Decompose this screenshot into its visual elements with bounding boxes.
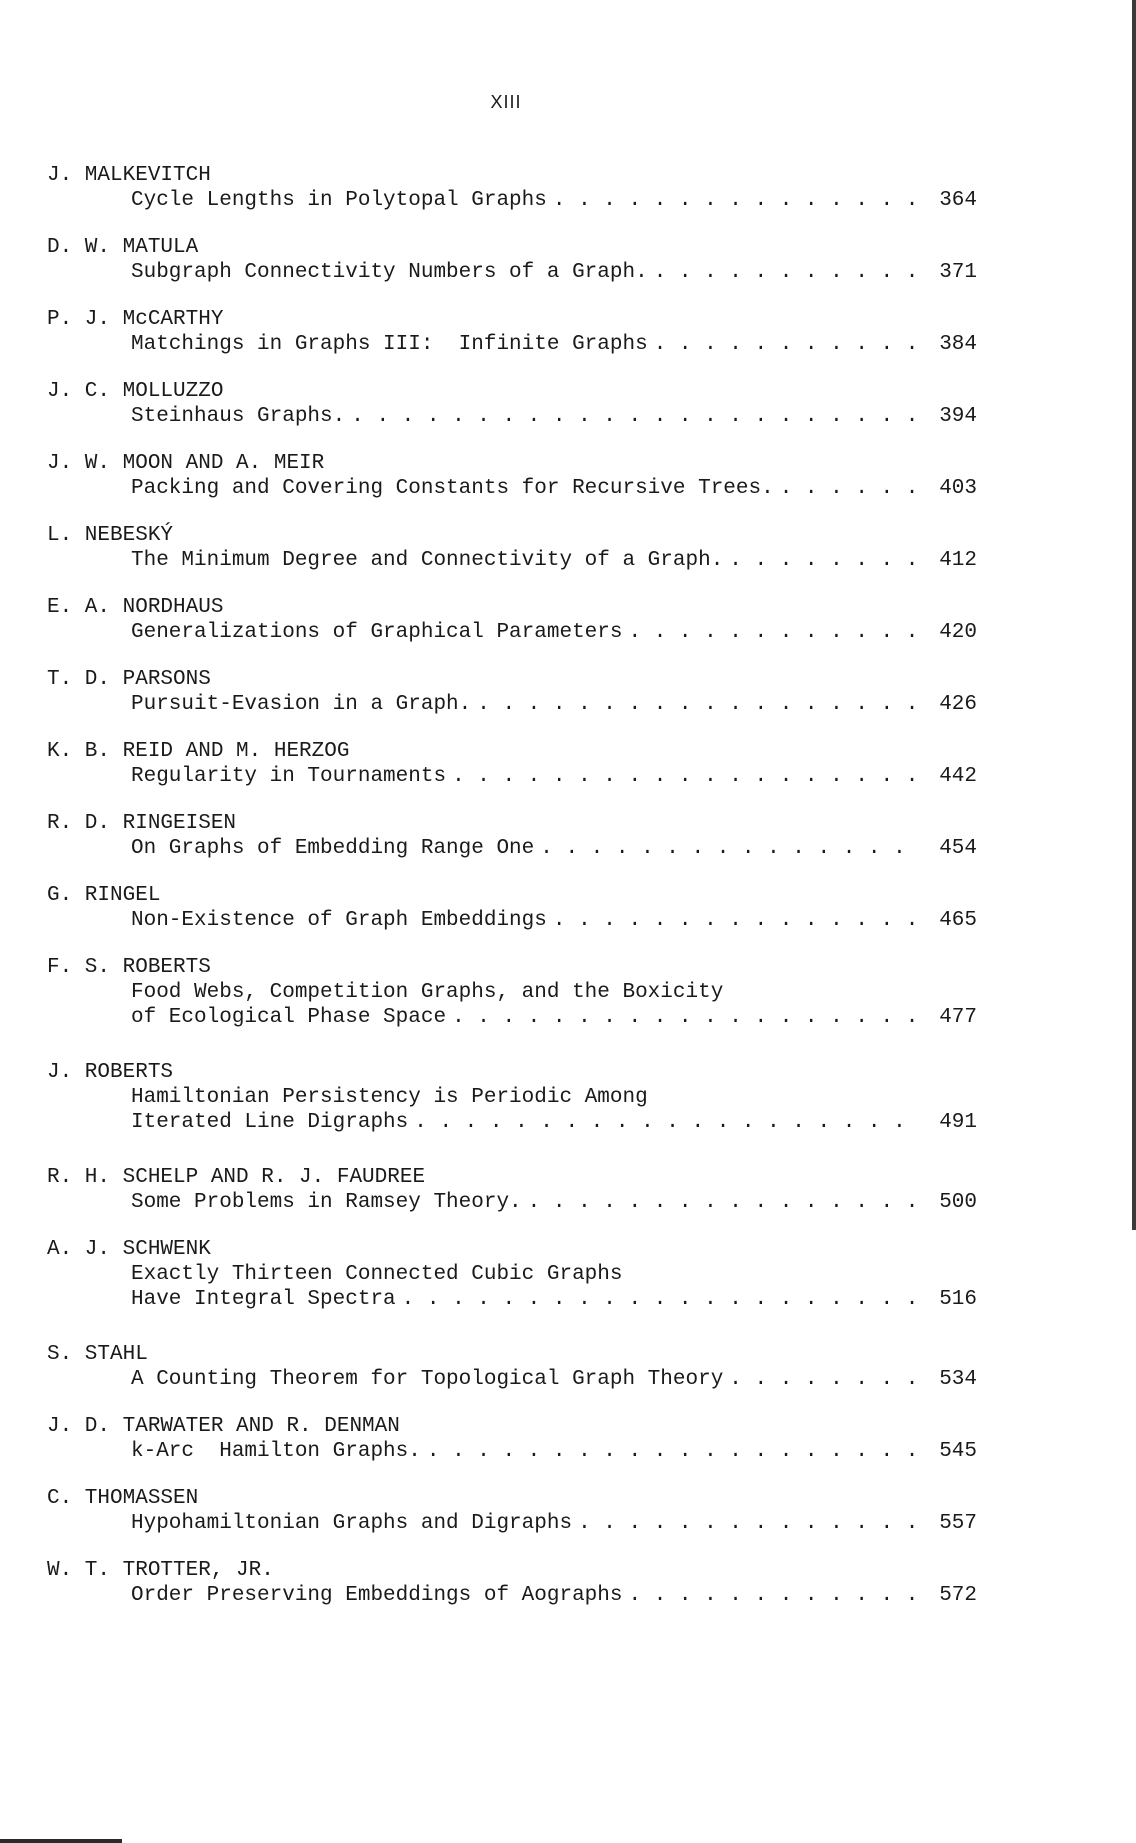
toc-entry	[47, 595, 977, 645]
entry-title: Subgraph Connectivity Numbers of a Graph.	[131, 261, 648, 284]
entry-title-line	[47, 908, 977, 933]
entry-author: F. S. ROBERTS	[47, 956, 211, 979]
entry-title-line	[47, 764, 977, 789]
dot-leader	[553, 188, 923, 213]
toc-entry	[47, 1342, 977, 1392]
dot-leader	[729, 1367, 923, 1392]
entry-author: W. T. TROTTER, JR.	[47, 1559, 274, 1582]
entry-author: R. H. SCHELP AND R. J. FAUDREE	[47, 1166, 426, 1189]
entry-title-line	[47, 1511, 977, 1536]
entry-page: 572	[939, 1584, 977, 1607]
page-number: XIII	[490, 92, 522, 112]
entry-title-line	[47, 1190, 977, 1215]
entry-page: 442	[939, 765, 977, 788]
toc-entry	[47, 883, 977, 933]
entry-page: 477	[939, 1006, 977, 1029]
entry-author: J. MALKEVITCH	[47, 164, 211, 187]
entry-title: Regularity in Tournaments	[131, 765, 447, 788]
scan-corner-mark	[0, 1839, 122, 1843]
entry-page: 384	[939, 333, 977, 356]
dot-leader	[452, 764, 923, 789]
dot-leader	[427, 1439, 923, 1464]
entry-title: Steinhaus Graphs.	[131, 405, 346, 428]
entry-title-line	[47, 692, 977, 717]
entry-title: Non-Existence of Graph Embeddings	[131, 909, 547, 932]
entry-author: A. J. SCHWENK	[47, 1238, 211, 1261]
entry-page: 516	[939, 1288, 977, 1311]
entry-author: J. W. MOON AND A. MEIR	[47, 452, 325, 475]
entry-title: Packing and Covering Constants for Recursive Trees.	[131, 477, 774, 500]
entry-title-line	[47, 980, 977, 1005]
entry-title: Generalizations of Graphical Parameters	[131, 621, 623, 644]
entry-title-line	[47, 1262, 977, 1287]
dot-leader	[477, 692, 923, 717]
entry-title-line	[47, 476, 977, 501]
entry-author: S. STAHL	[47, 1343, 148, 1366]
entry-title: Order Preserving Embeddings of Aographs	[131, 1584, 623, 1607]
toc-entry	[47, 1414, 977, 1464]
toc-entry	[47, 811, 977, 861]
dot-leader	[452, 1005, 923, 1030]
entry-page: 426	[939, 693, 977, 716]
dot-leader	[729, 548, 923, 573]
dot-leader	[628, 620, 923, 645]
entry-title-line	[47, 332, 977, 357]
entry-title: On Graphs of Embedding Range One	[131, 837, 535, 860]
dot-leader	[553, 908, 923, 933]
entry-title-line	[47, 1005, 977, 1030]
dot-leader	[780, 476, 923, 501]
entry-page: 534	[939, 1368, 977, 1391]
toc-entry	[47, 1060, 977, 1135]
entry-page: 371	[939, 261, 977, 284]
entry-author: T. D. PARSONS	[47, 668, 211, 691]
entry-title: Some Problems in Ramsey Theory.	[131, 1191, 522, 1214]
entry-author: J. D. TARWATER AND R. DENMAN	[47, 1415, 400, 1438]
entry-author: P. J. McCARTHY	[47, 308, 224, 331]
entry-title: Pursuit-Evasion in a Graph.	[131, 693, 472, 716]
entry-author: D. W. MATULA	[47, 236, 199, 259]
entry-title-line	[47, 260, 977, 285]
entry-title-line	[47, 1583, 977, 1608]
entry-page: 465	[939, 909, 977, 932]
entry-title: Exactly Thirteen Connected Cubic Graphs	[131, 1263, 623, 1286]
entry-author: K. B. REID AND M. HERZOG	[47, 740, 350, 763]
dot-leader	[414, 1110, 923, 1135]
entry-title-line	[47, 1439, 977, 1464]
entry-title-line	[47, 404, 977, 429]
toc-entry	[47, 955, 977, 1030]
entry-page: 412	[939, 549, 977, 572]
entry-page: 454	[939, 837, 977, 860]
toc-entry	[47, 667, 977, 717]
dot-leader	[540, 836, 923, 861]
entry-title-line	[47, 1367, 977, 1392]
entry-author: G. RINGEL	[47, 884, 161, 907]
entry-title: Iterated Line Digraphs	[131, 1111, 409, 1134]
toc-entry	[47, 1558, 977, 1608]
entry-page: 364	[939, 189, 977, 212]
entry-title-line	[47, 1110, 977, 1135]
entry-author: R. D. RINGEISEN	[47, 812, 237, 835]
dot-leader	[578, 1511, 923, 1536]
toc-entry	[47, 1486, 977, 1536]
entry-page: 394	[939, 405, 977, 428]
entry-title: Cycle Lengths in Polytopal Graphs	[131, 189, 547, 212]
dot-leader	[528, 1190, 923, 1215]
entry-title-line	[47, 1085, 977, 1110]
entry-page: 545	[939, 1440, 977, 1463]
toc-entry	[47, 1237, 977, 1312]
toc-entry	[47, 235, 977, 285]
entry-page: 403	[939, 477, 977, 500]
dot-leader	[351, 404, 923, 429]
entry-page: 491	[939, 1111, 977, 1134]
entry-title: k-Arc Hamilton Graphs.	[131, 1440, 421, 1463]
entry-page: 557	[939, 1512, 977, 1535]
entry-page: 500	[939, 1191, 977, 1214]
toc-entry	[47, 523, 977, 573]
toc-entry	[47, 307, 977, 357]
entry-title-line	[47, 188, 977, 213]
dot-leader	[628, 1583, 923, 1608]
entry-author: E. A. NORDHAUS	[47, 596, 224, 619]
entry-author: J. ROBERTS	[47, 1061, 174, 1084]
entry-title-line	[47, 620, 977, 645]
dot-leader	[654, 332, 923, 357]
dot-leader	[654, 260, 923, 285]
entry-title: Food Webs, Competition Graphs, and the Boxicity	[131, 981, 724, 1004]
entry-title: of Ecological Phase Space	[131, 1006, 447, 1029]
entry-title: Have Integral Spectra	[131, 1288, 396, 1311]
toc-entry	[47, 379, 977, 429]
entry-title-line	[47, 1287, 977, 1312]
scan-edge-rule	[1132, 0, 1136, 1230]
entry-title: The Minimum Degree and Connectivity of a Graph.	[131, 549, 724, 572]
entry-page: 420	[939, 621, 977, 644]
entry-author: C. THOMASSEN	[47, 1487, 199, 1510]
dot-leader	[402, 1287, 923, 1312]
toc-entry	[47, 163, 977, 213]
toc-entry	[47, 451, 977, 501]
entry-title: Hamiltonian Persistency is Periodic Among	[131, 1086, 648, 1109]
toc-entry	[47, 739, 977, 789]
entry-title: Hypohamiltonian Graphs and Digraphs	[131, 1512, 573, 1535]
toc-entry	[47, 1165, 977, 1215]
entry-title: Matchings in Graphs III: Infinite Graphs	[131, 333, 648, 356]
entry-title-line	[47, 836, 977, 861]
entry-author: J. C. MOLLUZZO	[47, 380, 224, 403]
entry-title-line	[47, 548, 977, 573]
entry-author: L. NEBESKÝ	[47, 524, 174, 547]
entry-title: A Counting Theorem for Topological Graph Theory	[131, 1368, 724, 1391]
table-of-contents	[47, 163, 977, 1630]
